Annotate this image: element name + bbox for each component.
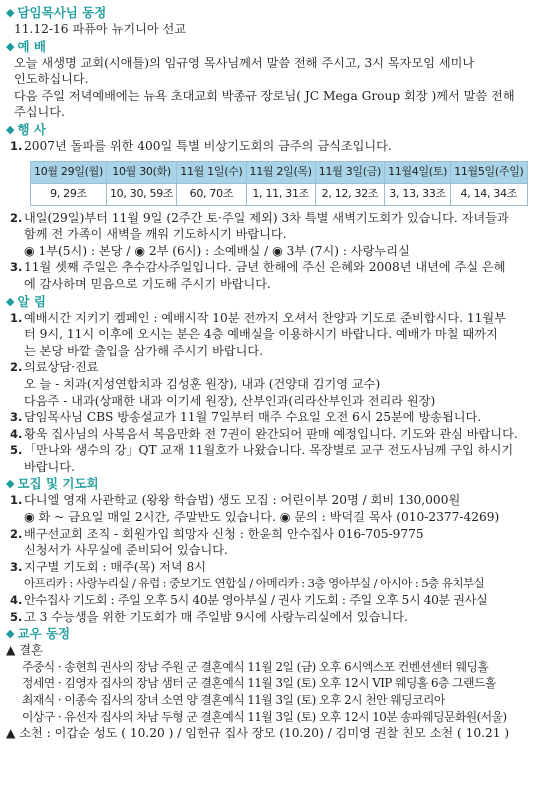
schedule-header-cell: 11월5일(주일) [451, 161, 527, 183]
schedule-header-cell: 10월 29일(월) [31, 161, 107, 183]
section-title-events [6, 121, 544, 138]
diamond-icon: ◆ [6, 294, 15, 308]
section-title-notices [6, 293, 544, 310]
recruit-item-5: 5. 고 3 수능생을 위한 기도회가 매 주일밤 9시에 사랑누리실에서 있습니다. [10, 609, 408, 624]
events-title: 행 사 [17, 121, 46, 137]
schedule-header-cell: 11월 1일(수) [177, 161, 246, 183]
recruit-item-4: 4. 안수집사 기도회 : 주일 오후 5시 40분 영아부실 / 권사 기도회 : 주일 오후 5시 40분 권사실 [10, 593, 488, 608]
worship-line: 오늘 새생명 교회(시애틀)의 임규영 목사님께서 말씀 전해 주시고, 3시 목자모임 세미나 [14, 55, 475, 70]
wedding-entry: 최재식 · 이종숙 집사의 장녀 소연 양 결혼예식 11월 3일 (토) 오후 2시 천안 웨딩코리아 [22, 693, 445, 707]
schedule-value-cell: 60, 70조 [177, 183, 246, 205]
wedding-entry: 주중식 · 송현희 권사의 장남 주원 군 결혼예식 11월 2일 (금) 오후 6시엑스포 컨벤션센터 웨딩홀 [22, 659, 489, 674]
worship-line: 다음 주일 저녁예배에는 뉴욕 초대교회 박종규 장로님( JC Mega Group 회장 )께서 말씀 전해 [14, 88, 515, 103]
notices-item-2: 2. 의료상담·진료 오 늘 - 치과(지성연합치과 김성훈 원장), 내과 (건양대 김기영 교수) 다음주 - 내과(상패한 내과 이기세 원장), 산부인과(리라산부인과 전리라 원장) [10, 360, 436, 408]
pastor-line: 11.12-16 파퓨아 뉴기니아 선교 [14, 22, 187, 36]
diamond-icon: ◆ [6, 477, 15, 491]
schedule-value-cell: 3, 13, 33조 [385, 183, 451, 205]
section-events [6, 121, 544, 293]
schedule-header-cell: 11월 2일(목) [246, 161, 315, 183]
notices-item-3: 3. 담임목사님 CBS 방송설교가 11월 7일부터 매주 수요일 오전 6시 25분에 방송됩니다. [10, 410, 482, 425]
notices-title: 알 림 [17, 293, 46, 309]
events-item-1: 1. 2007년 돌파를 위한 400일 특별 비상기도회의 금주의 금식조입니다. [10, 138, 392, 153]
section-title-worship [6, 38, 544, 55]
death-notice: ▲ 소천 : 이갑순 성도 ( 10.20 ) / 임헌규 집사 장모 (10.20) / 김미영 권찰 친모 소천 ( 10.21 ) [6, 726, 510, 741]
events-item-2: 2. 내일(29일)부터 11월 9일 (2주간 토·주일 제외) 3차 특별 새벽기도회가 있습니다. 자녀들과 함께 전 가족이 새벽을 깨워 기도하시기 바랍니다. ◉ 1부(5시) : 본당 / ◉ 2부 (6시) : 소예배실 / ◉ 3부 (7시) : 사랑누리실 [10, 210, 544, 260]
worship-title: 예 배 [17, 38, 46, 54]
schedule-value-cell: 10, 30, 59조 [106, 183, 176, 205]
section-members [6, 625, 544, 742]
dawn-prayer-times: ◉ 1부(5시) : 본당 / ◉ 2부 (6시) : 소예배실 / ◉ 3부 (7시) : 사랑누리실 [24, 243, 410, 258]
worship-line: 인도하십니다. [14, 72, 89, 87]
section-notices [6, 293, 544, 476]
events-item-3: 3. 11월 셋째 주일은 추수감사주일입니다. 금년 한해에 주신 은혜와 2008년 내년에 주실 은혜 에 감사하며 믿음으로 기도해 주시기 바랍니다. [10, 260, 506, 291]
schedule-header-row [31, 161, 528, 183]
recruit-title: 모집 및 기도회 [17, 476, 99, 492]
wedding-entry: 이상구 · 유선자 집사의 차남 두형 군 결혼예식 11월 3일 (토) 오후 12시 10분 송파웨딩문화원(서울) [22, 709, 507, 724]
diamond-icon: ◆ [6, 627, 15, 641]
section-pastor [6, 4, 544, 38]
schedule-value-cell: 4, 14, 34조 [451, 183, 527, 205]
schedule-header-cell: 11월 3일(금) [315, 161, 384, 183]
diamond-icon: ◆ [6, 122, 15, 136]
section-title-members [6, 625, 544, 642]
notices-item-1: 1. 예배시간 지키기 켐페인 : 예배시작 10분 전까지 오셔서 찬양과 기도로 준비합시다. 11월부 터 9시, 11시 이후에 오시는 분은 4층 예배실을 이용하시기 바랍니다. 예배가 마칠 때까지 는 본당 바깥 출입을 삼가해 주시기 바랍니다. [10, 310, 506, 358]
notices-item-5: 5. 「만나와 생수의 강」QT 교재 11월호가 나왔습니다. 목장별로 교구 전도사님께 구입 하시기 바랍니다. [10, 443, 514, 474]
notices-item-4: 4. 황욱 집사님의 사복음서 복음만화 전 7권이 완간되어 판매 예정입니다. 기도와 관심 바랍니다. [10, 426, 518, 441]
section-worship [6, 38, 544, 121]
members-title: 교우 동정 [17, 626, 71, 642]
fasting-schedule-table [30, 161, 528, 206]
diamond-icon: ◆ [6, 39, 15, 53]
schedule-value-row [31, 183, 528, 205]
schedule-header-cell: 10월 30(화) [106, 161, 176, 183]
worship-line: 주십니다. [14, 105, 65, 120]
recruit-item-2: 2. 배구선교회 조직 - 회원가입 희망자 신청 : 한윤희 안수집사 016-705-9775 신청서가 사무실에 준비되어 있습니다. [10, 526, 424, 558]
pastor-title: 담임목사님 동정 [17, 5, 107, 20]
schedule-value-cell: 2, 12, 32조 [315, 183, 384, 205]
section-recruit [6, 475, 544, 625]
wedding-entry: 정세연 · 김영자 집사의 장남 샘터 군 결혼예식 11월 3일 (토) 오후 12시 VIP 웨딩홀 6층 그랜드홀 [22, 676, 496, 691]
schedule-value-cell: 9, 29조 [31, 183, 107, 205]
section-title-recruit [6, 475, 544, 492]
recruit-item-3: 3. 지구별 기도회 : 매주(목) 저녁 8시 아프리카 : 사랑누리실 / 유럽 : 중보기도 연합실 / 아메리카 : 3층 영아부실 / 아시아 : 5층 유치부실 [10, 559, 485, 591]
wedding-label: ▲ 결혼 [6, 643, 43, 658]
recruit-item-1: 1. 다니엘 영재 사관학교 (왕왕 학습법) 생도 모집 : 어린이부 20명 / 회비 130,000원 ◉ 화 ~ 금요일 매일 2시간, 주말반도 있습니다. ◉ 문의 : 박덕길 목사 (010-2377-4269) [10, 493, 500, 525]
schedule-value-cell: 1, 11, 31조 [246, 183, 315, 205]
section-title-pastor [6, 4, 544, 21]
schedule-header-cell: 11월4일(토) [385, 161, 451, 183]
diamond-icon: ◆ [6, 6, 15, 19]
